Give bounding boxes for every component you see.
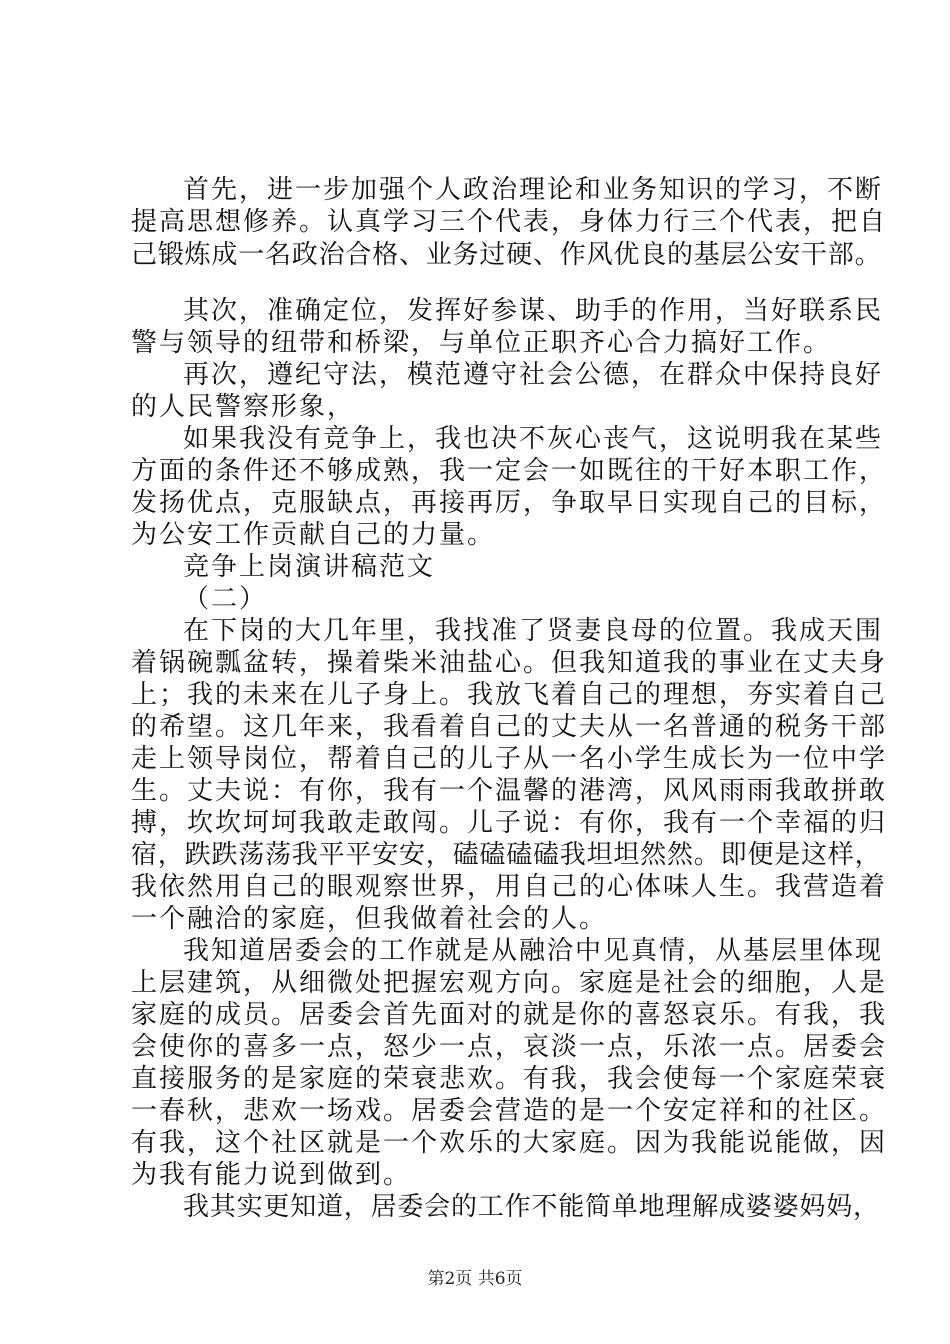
- text-line: 在下岗的大几年里，我找准了贤妻良母的位置。我成天围: [183, 616, 884, 646]
- text-line: 上；我的未来在儿子身上。我放飞着自己的理想，夯实着自己: [131, 680, 888, 710]
- text-line: 如果我没有竞争上，我也决不灰心丧气，这说明我在某些: [183, 424, 884, 454]
- text-line: 家庭的成员。居委会首先面对的就是你的喜怒哀乐。有我，我: [131, 1000, 888, 1030]
- text-line: 搏，坎坎坷坷我敢走敢闯。儿子说：有你，我有一个幸福的归: [131, 808, 888, 838]
- page-number-footer: 第2页 共6页: [427, 1269, 523, 1289]
- text-line: 其次，准确定位，发挥好参谋、助手的作用，当好联系民: [183, 296, 884, 326]
- text-line: 宿，跌跌荡荡我平平安安，磕磕磕磕我坦坦然然。即便是这样，: [131, 840, 882, 870]
- text-line: 首先，进一步加强个人政治理论和业务知识的学习，不断: [183, 175, 884, 205]
- text-line: 直接服务的是家庭的荣衰悲欢。有我，我会使每一个家庭荣衰: [131, 1064, 888, 1094]
- text-line: 警与领导的纽带和桥梁，与单位正职齐心合力搞好工作。: [131, 328, 832, 358]
- text-line: 己锻炼成一名政治合格、业务过硬、作风优良的基层公安干部。: [131, 240, 882, 270]
- text-line: 会使你的喜多一点，怒少一点，哀淡一点，乐浓一点。居委会: [131, 1032, 888, 1062]
- text-line: 的希望。这几年来，我看着自己的丈夫从一名普通的税务干部: [131, 712, 888, 742]
- text-line: 生。丈夫说：有你，我有一个温馨的港湾，风风雨雨我敢拼敢: [131, 776, 888, 806]
- text-line: 提高思想修养。认真学习三个代表，身体力行三个代表，把自: [131, 207, 888, 237]
- text-line: 为我有能力说到做到。: [131, 1160, 412, 1190]
- text-line: 方面的条件还不够成熟，我一定会一如既往的干好本职工作，: [131, 456, 888, 486]
- text-line: 走上领导岗位，帮着自己的儿子从一名小学生成长为一位中学: [131, 744, 888, 774]
- text-line: 的人民警察形象，: [131, 392, 356, 422]
- text-line: 有我，这个社区就是一个欢乐的大家庭。因为我能说能做，因: [131, 1128, 888, 1158]
- text-line: 上层建筑，从细微处把握宏观方向。家庭是社会的细胞，人是: [131, 968, 888, 998]
- section-title: 竞争上岗演讲稿范文: [183, 552, 436, 582]
- text-line: 我其实更知道，居委会的工作不能简单地理解成婆婆妈妈，: [183, 1192, 880, 1222]
- text-line: 为公安工作贡献自己的力量。: [131, 520, 496, 550]
- section-number: （二）: [183, 584, 268, 614]
- text-line: 我知道居委会的工作就是从融洽中见真情，从基层里体现: [183, 936, 884, 966]
- text-line: 再次，遵纪守法，模范遵守社会公德，在群众中保持良好: [183, 360, 884, 390]
- text-line: 我依然用自己的眼观察世界，用自己的心体味人生。我营造着: [131, 872, 888, 902]
- text-line: 一春秋，悲欢一场戏。居委会营造的是一个安定祥和的社区。: [131, 1096, 888, 1126]
- text-line: 发扬优点，克服缺点，再接再厉，争取早日实现自己的目标，: [131, 488, 888, 518]
- text-line: 着锅碗瓢盆转，操着柴米油盐心。但我知道我的事业在丈夫身: [131, 648, 888, 678]
- text-line: 一个融洽的家庭，但我做着社会的人。: [131, 904, 608, 934]
